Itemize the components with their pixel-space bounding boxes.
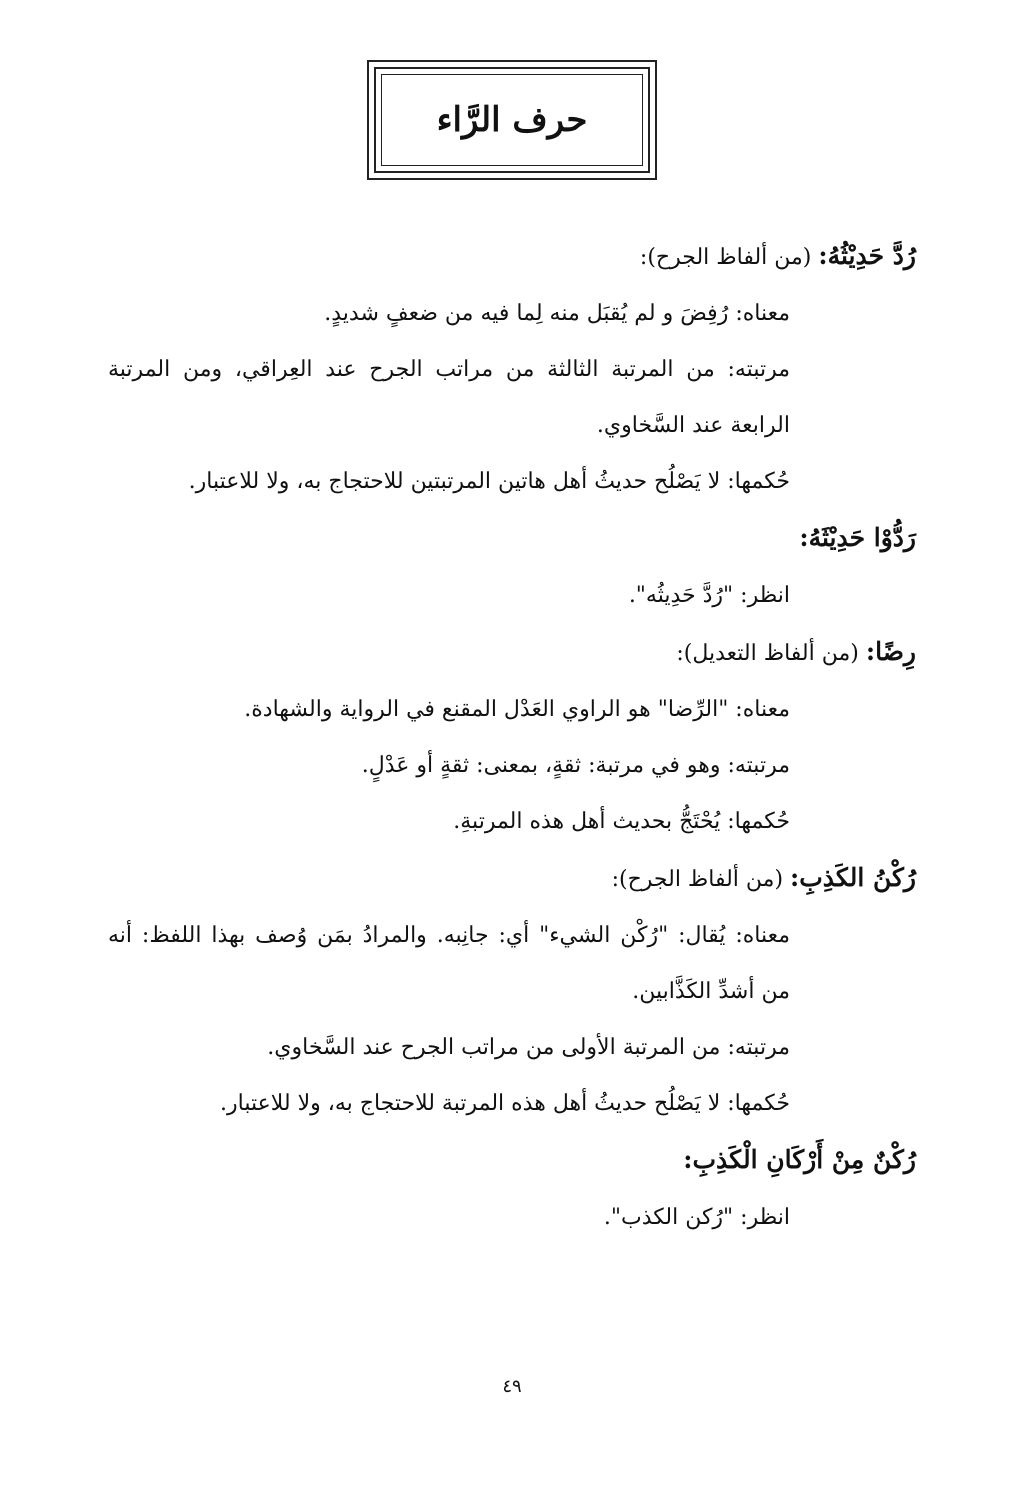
entry-paragraph: حُكمها: لا يَصْلُح حديثُ أهل هذه المرتبة للاحتجاج به، ولا للاعتبار.: [220, 1091, 790, 1116]
entry-term: رُدَّ حَدِيْثُهُ:: [818, 241, 916, 270]
entry-category: (من ألفاظ الجرح):: [639, 245, 812, 270]
entry-paragraph: انظر: "رُكن الكذب".: [603, 1205, 790, 1230]
entry-heading: [108, 228, 916, 286]
page-number: ٤٩: [502, 1376, 522, 1397]
entry-heading: [108, 510, 916, 568]
entry-term: رُكْنُ الكَذِبِ:: [790, 863, 916, 892]
entry-paragraph: مرتبته: وهو في مرتبة: ثقةٍ، بمعنى: ثقةٍ أو عَدْلٍ.: [361, 753, 790, 778]
chapter-title: حرف الرَّاء: [436, 100, 588, 140]
entry-paragraph: مرتبته: من المرتبة الأولى من مراتب الجرح عند السَّخاوي.: [267, 1035, 790, 1060]
entry-paragraph: انظر: "رُدَّ حَدِيثُه".: [628, 583, 790, 608]
entry-category: (من ألفاظ التعديل):: [676, 641, 859, 666]
chapter-title-frame: [367, 60, 657, 180]
entry-paragraph: معناه: "الرِّضا" هو الراوي العَدْل المقنع في الرواية والشهادة.: [244, 697, 790, 722]
entry-category: (من ألفاظ الجرح):: [611, 867, 784, 892]
entry-paragraph: معناه: رُفِضَ و لم يُقبَل منه لِما فيه من ضعفٍ شديدٍ.: [324, 301, 790, 326]
entry-term: رِضًا:: [865, 637, 916, 666]
entry-paragraph: مرتبته: من المرتبة الثالثة من مراتب الجرح عند العِراقي، ومن المرتبة الرابعة عند السَّخاوي.: [108, 357, 790, 438]
entry-paragraph: معناه: يُقال: "رُكْن الشيء" أي: جانِبه. والمرادُ بمَن وُصف بهذا اللفظ: أنه من أشدِّ الكَذَّابين.: [108, 923, 790, 1004]
entry-term: رَدُّوْا حَدِيْثَهُ:: [799, 523, 916, 552]
entry-heading: [108, 624, 916, 682]
entry-paragraph: حُكمها: لا يَصْلُح حديثُ أهل هاتين المرتبتين للاحتجاج به، ولا للاعتبار.: [188, 469, 790, 494]
entry-term: رُكْنٌ مِنْ أَرْكَانِ الْكَذِبِ:: [683, 1145, 916, 1174]
entry-heading: [108, 1132, 916, 1190]
entries-container: [108, 228, 916, 1246]
entry-heading: [108, 850, 916, 908]
entry-paragraph: حُكمها: يُحْتَجُّ بحديث أهل هذه المرتبةِ.: [453, 809, 790, 834]
